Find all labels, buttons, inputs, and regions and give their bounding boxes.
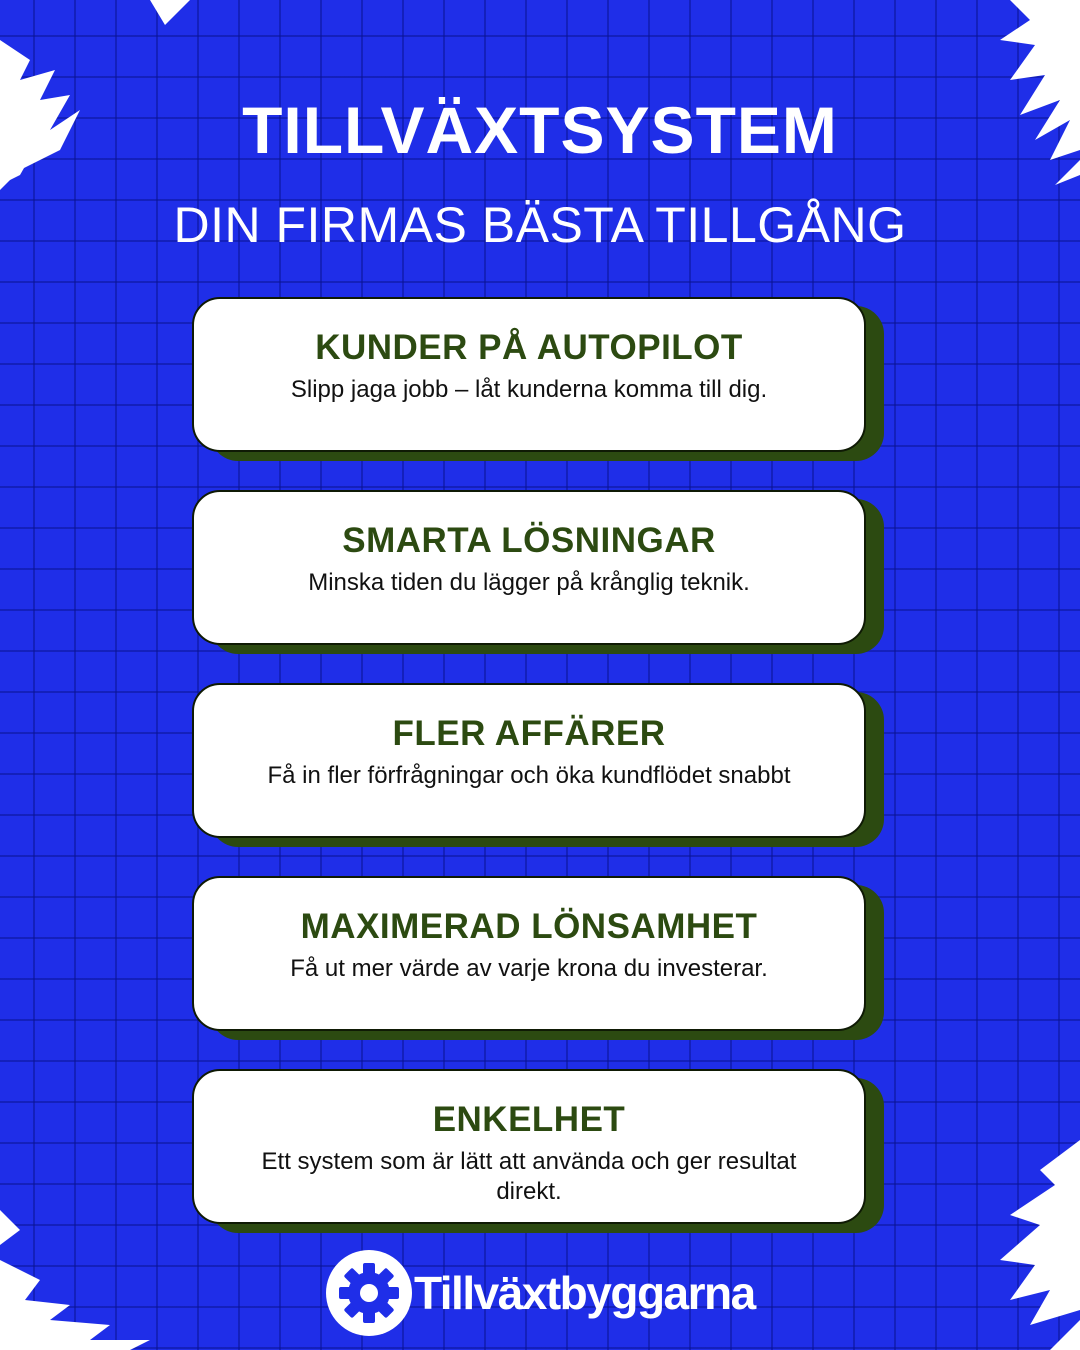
- card-body: [192, 297, 866, 452]
- card-heading: FLER AFFÄRER: [392, 714, 666, 753]
- card-text: Minska tiden du lägger på krånglig teknik.: [308, 569, 750, 596]
- benefit-list: [192, 297, 892, 1262]
- card-text: Få in fler förfrågningar och öka kundflödet snabbt: [267, 762, 791, 789]
- card-text: Slipp jaga jobb – låt kunderna komma till dig.: [290, 376, 768, 403]
- card-body: [192, 1069, 866, 1224]
- paint-splash-bottom-right: [880, 1140, 1080, 1350]
- benefit-card-lonsamhet: [192, 876, 866, 1031]
- benefit-card-autopilot: [192, 297, 866, 452]
- card-body: [192, 490, 866, 645]
- card-heading: ENKELHET: [432, 1100, 626, 1139]
- benefit-card-smarta-losningar: [192, 490, 866, 645]
- card-body: [192, 683, 866, 838]
- card-text: Ett system som är lätt att använda och ger resultat direkt.: [261, 1148, 797, 1205]
- benefit-card-fler-affarer: [192, 683, 866, 838]
- gear-icon: [326, 1250, 412, 1336]
- card-text: Få ut mer värde av varje krona du investerar.: [290, 955, 768, 982]
- card-body: [192, 876, 866, 1031]
- benefit-card-enkelhet: [192, 1069, 866, 1224]
- card-heading: MAXIMERAD LÖNSAMHET: [300, 907, 758, 946]
- page-subtitle: DIN FIRMAS BÄSTA TILLGÅNG: [173, 197, 907, 253]
- brand-name: Tillväxtbyggarna: [414, 1267, 755, 1319]
- card-heading: SMARTA LÖSNINGAR: [342, 521, 716, 560]
- paint-splash-bottom-left: [0, 1150, 190, 1350]
- card-heading: KUNDER PÅ AUTOPILOT: [315, 328, 743, 367]
- page-title: TILLVÄXTSYSTEM: [242, 93, 838, 167]
- brand-logo: [326, 1250, 755, 1336]
